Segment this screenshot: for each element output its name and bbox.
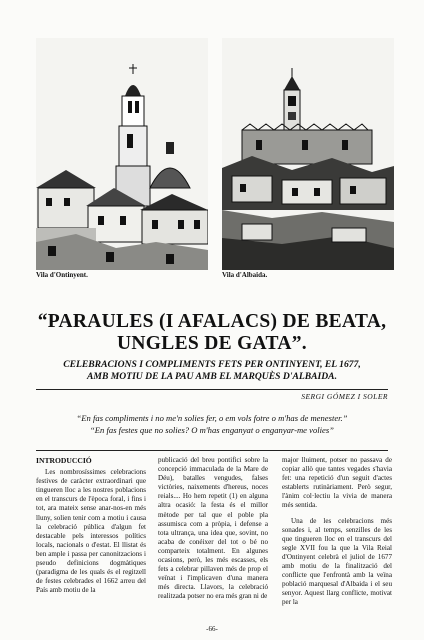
albaida-caption: Vila d'Albaida. xyxy=(222,271,268,279)
top-divider xyxy=(36,389,388,390)
bottom-divider xyxy=(36,450,388,451)
body-paragraph: Les nombrosíssimes celebracions festives de caràcter extraordinari que tingueren lloc a les nostres poblacions en el transcurs de l'època foral, i fins i tot, ara mateix sense anar-nos-en més lluny, solien tenir com a motiu i causa la celebració pública d'algun fet destacable pels interessos polítics locals, nacionals o d'estat. El llistat és ben ample i passa per canonitzacions i pseudo definicions dogmàtiques (paradigma de les quals és el regitzell de festes celebrades el 1662 arreu del País amb motiu de la xyxy=(36,468,146,595)
ontinyent-caption: Vila d'Ontinyent. xyxy=(36,271,88,279)
body-paragraph: Una de les celebracions més sonades i, al temps, senzilles de les que tingueren lloc en el transcurs del segle XVII fou la que la Vila Reial d'Ontinyent celebrà el juliol de 1677 amb motiu de la finalització del conflicte que l'enfrontà amb la veïna població marquesal d'Albaida i el seu senyor. Aquest llarg conflicte, motivat per la xyxy=(282,516,392,607)
ontinyent-drawing xyxy=(36,38,208,270)
albaida-drawing xyxy=(222,38,394,270)
author-byline: SERGI GÓMEZ I SOLER xyxy=(301,392,388,401)
article-title-line-2: UNGLES DE GATA”. xyxy=(117,333,307,354)
epigraph-line-1: “En fas compliments i no me'n solies fer, o em vols fotre o m'has de menester.” xyxy=(76,413,348,423)
article-title-line-1: “PARAULES (I AFALACS) DE BEATA, xyxy=(37,311,387,332)
article-subtitle-line-1: CELEBRACIONS I COMPLIMENTS FETS PER ONTINYENT, EL 1677, xyxy=(63,359,361,370)
ontinyent-illustration xyxy=(36,38,208,270)
body-column-2 xyxy=(158,456,268,628)
body-column-3 xyxy=(282,456,392,628)
page-number: -66- xyxy=(206,625,218,633)
body-paragraph: major lluiment, potser no passava de copiar allò que tantes vegades s'havia fet: una repetició d'un seguit d'actes establerts rutinàriament. Però segur, l'ànim col·lectiu la vivia de manera més sentida. xyxy=(282,456,392,510)
section-heading: INTRODUCCIÓ xyxy=(36,456,92,465)
article-subtitle-line-2: AMB MOTIU DE LA PAU AMB EL MARQUÈS D'ALBAIDA. xyxy=(87,371,337,382)
body-paragraph: publicació del breu pontifici sobre la concepció immaculada de la Mare de Déu), batalles vengudes, falses victòries, naixements d'hereus, noces reials.... Ho hem repetit (1) en alguna altra ocasió: la festa és el millor mètode per tal que el poble pla assumisca com a pròpia, i defense a tota ultrança, una idea que, sovint, no acaba de conéixer del tot o bé no comparteix totalment. En algunes ocasions, però, les més escasses, els fets a celebrar pillaven més de prop el veïnat i l'implicaven d'una manera més directa. Llavors, la celebració realitzada potser no era més gran ni de xyxy=(158,456,268,601)
albaida-illustration xyxy=(222,38,394,270)
body-column-1 xyxy=(36,456,146,628)
epigraph-line-2: “En fas festes que no solies? O m'has enganyat o enganyar-me volies” xyxy=(90,425,334,435)
